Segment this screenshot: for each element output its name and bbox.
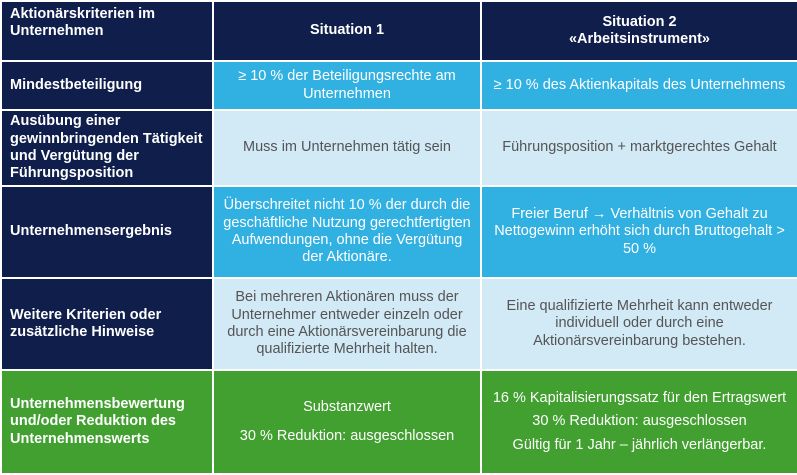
situation-1-cell: ≥ 10 % der Beteiligungsrechte am Unternehmen <box>213 61 481 110</box>
situation-2-cell: ≥ 10 % des Aktienkapitals des Unternehmens <box>481 61 797 110</box>
situation-2-cell: Führungsposition + marktgerechtes Gehalt <box>481 110 797 186</box>
situation-2-cell: Eine qualifizierte Mehrheit kann entweder individuell oder durch eine Aktionärsvereinbarung bestehen. <box>481 278 797 370</box>
situation-1-cell: Muss im Unternehmen tätig sein <box>213 110 481 186</box>
row-label: Ausübung einer gewinnbringenden Tätigkeit und Vergütung der Führungsposition <box>1 110 213 186</box>
header-situation-2-subtitle: «Arbeitsinstrument» <box>568 31 710 47</box>
row-label: Unternehmensergebnis <box>1 186 213 278</box>
row-label: Unternehmensbewertung und/oder Reduktion des Unternehmenswerts <box>1 370 213 474</box>
header-situation-1: Situation 1 <box>213 1 481 61</box>
situation-2-cell: Freier Beruf → Verhältnis von Gehalt zu Nettogewinn erhöht sich durch Bruttogehalt > 50 % <box>481 186 797 278</box>
table-row <box>1 186 797 278</box>
situation-1-cell: Bei mehreren Aktionären muss der Unternehmer entweder einzeln oder durch eine Aktionärsvereinbarung die qualifizierte Mehrheit halten. <box>213 278 481 370</box>
row-label: Mindestbeteiligung <box>1 61 213 110</box>
table-row <box>1 278 797 370</box>
situation-2-validity: Gültig für 1 Jahr – jährlich verlängerbar. <box>512 436 767 453</box>
situation-2-valuation: 16 % Kapitalisierungssatz für den Ertragswert <box>492 389 787 406</box>
header-criteria: Aktionärskriterien im Unternehmen <box>1 1 213 61</box>
table-row <box>1 370 797 474</box>
situation-1-valuation: Substanzwert <box>303 398 391 415</box>
situation-2-reduction: 30 % Reduktion: ausgeschlossen <box>532 413 747 430</box>
table-row <box>1 61 797 110</box>
table-row <box>1 110 797 186</box>
table-header-row <box>1 1 797 61</box>
situation-1-cell <box>213 370 481 474</box>
situation-2-cell <box>481 370 797 474</box>
situation-1-cell: Überschreitet nicht 10 % der durch die geschäftliche Nutzung gerechtfertigten Aufwendungen, ohne die Vergütung der Aktionäre. <box>213 186 481 278</box>
situation-1-reduction: 30 % Reduktion: ausgeschlossen <box>239 428 455 444</box>
header-situation-2-title: Situation 2 <box>602 13 677 30</box>
header-situation-2 <box>481 1 797 61</box>
row-label: Weitere Kriterien oder zusätzliche Hinweise <box>1 278 213 370</box>
